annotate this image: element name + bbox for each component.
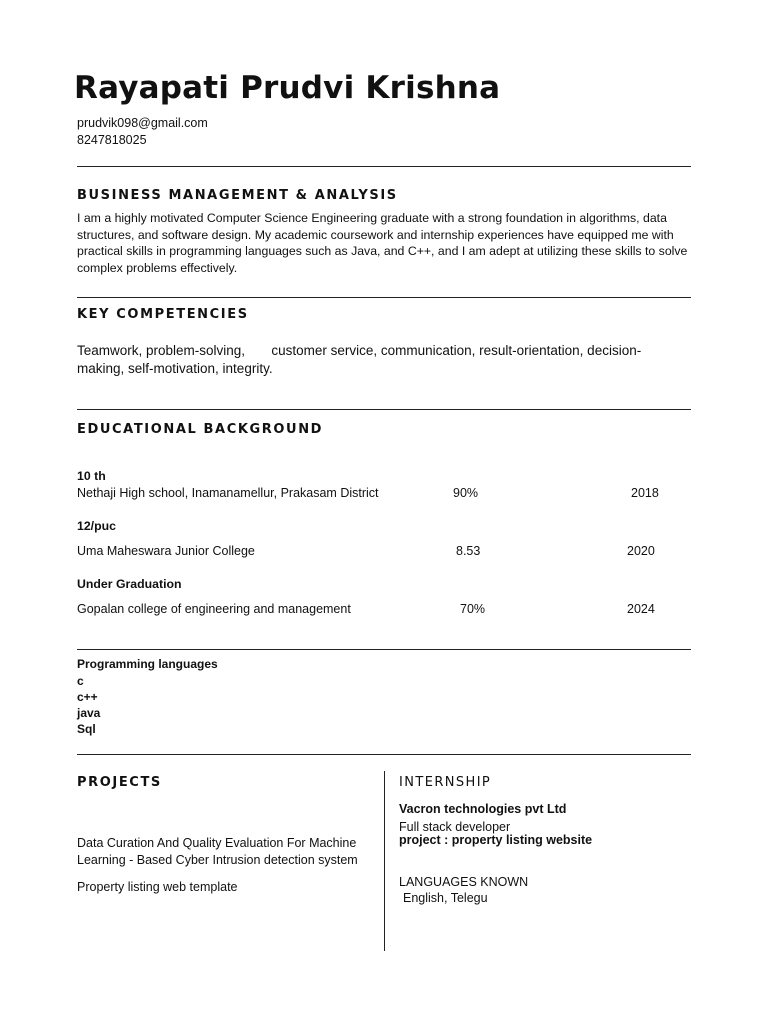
candidate-name: Rayapati Prudvi Krishna <box>74 70 501 106</box>
divider <box>77 754 691 755</box>
education-year: 2018 <box>631 486 659 500</box>
divider <box>77 409 691 410</box>
project-item: Property listing web template <box>77 880 238 894</box>
education-year: 2024 <box>627 602 655 616</box>
project-item: Data Curation And Quality Evaluation For Machine Learning - Based Cyber Intrusion detection system <box>77 836 358 867</box>
email-text: prudvik098@gmail.com <box>77 116 208 130</box>
education-heading: EDUCATIONAL BACKGROUND <box>77 422 324 437</box>
divider <box>77 297 691 298</box>
education-institution: Gopalan college of engineering and management <box>77 602 351 616</box>
internship-role: Full stack developer <box>399 820 511 834</box>
education-score: 70% <box>460 602 486 616</box>
skill-item: Sql <box>77 722 96 736</box>
competencies-heading: KEY COMPETENCIES <box>77 307 249 322</box>
education-level: 10 th <box>77 469 106 483</box>
education-score: 90% <box>453 486 479 500</box>
column-divider <box>384 771 385 951</box>
internship-project: project : property listing website <box>399 833 593 847</box>
summary-text: I am a highly motivated Computer Science Engineering graduate with a strong foundation in algorithms, data structures, and software design. My academic coursework and internship experiences have equipped me with practical skills in programming languages such as Java, and C++, and I am adept at utilizing these skills to solve complex problems effectively. <box>77 211 688 275</box>
education-level: 12/puc <box>77 519 116 533</box>
skills-heading: Programming languages <box>77 657 218 671</box>
education-institution: Uma Maheswara Junior College <box>77 544 255 558</box>
education-level: Under Graduation <box>77 577 182 591</box>
phone-text: 8247818025 <box>77 133 147 147</box>
competencies-text: Teamwork, problem-solving, customer service, communication, result-orientation, decision-making, self-motivation, integrity. <box>77 343 642 376</box>
languages-text: English, Telegu <box>403 891 488 905</box>
summary-heading: BUSINESS MANAGEMENT & ANALYSIS <box>77 188 398 203</box>
education-institution: Nethaji High school, Inamanamellur, Prakasam District <box>77 486 379 500</box>
education-year: 2020 <box>627 544 655 558</box>
divider <box>77 649 691 650</box>
internship-heading: INTERNSHIP <box>399 775 492 790</box>
skill-item: c++ <box>77 690 98 704</box>
divider <box>77 166 691 167</box>
projects-heading: PROJECTS <box>77 775 162 790</box>
skill-item: java <box>77 706 101 720</box>
languages-heading: LANGUAGES KNOWN <box>399 875 529 889</box>
education-score: 8.53 <box>456 544 481 558</box>
skill-item: c <box>77 674 84 688</box>
internship-company: Vacron technologies pvt Ltd <box>399 802 567 816</box>
